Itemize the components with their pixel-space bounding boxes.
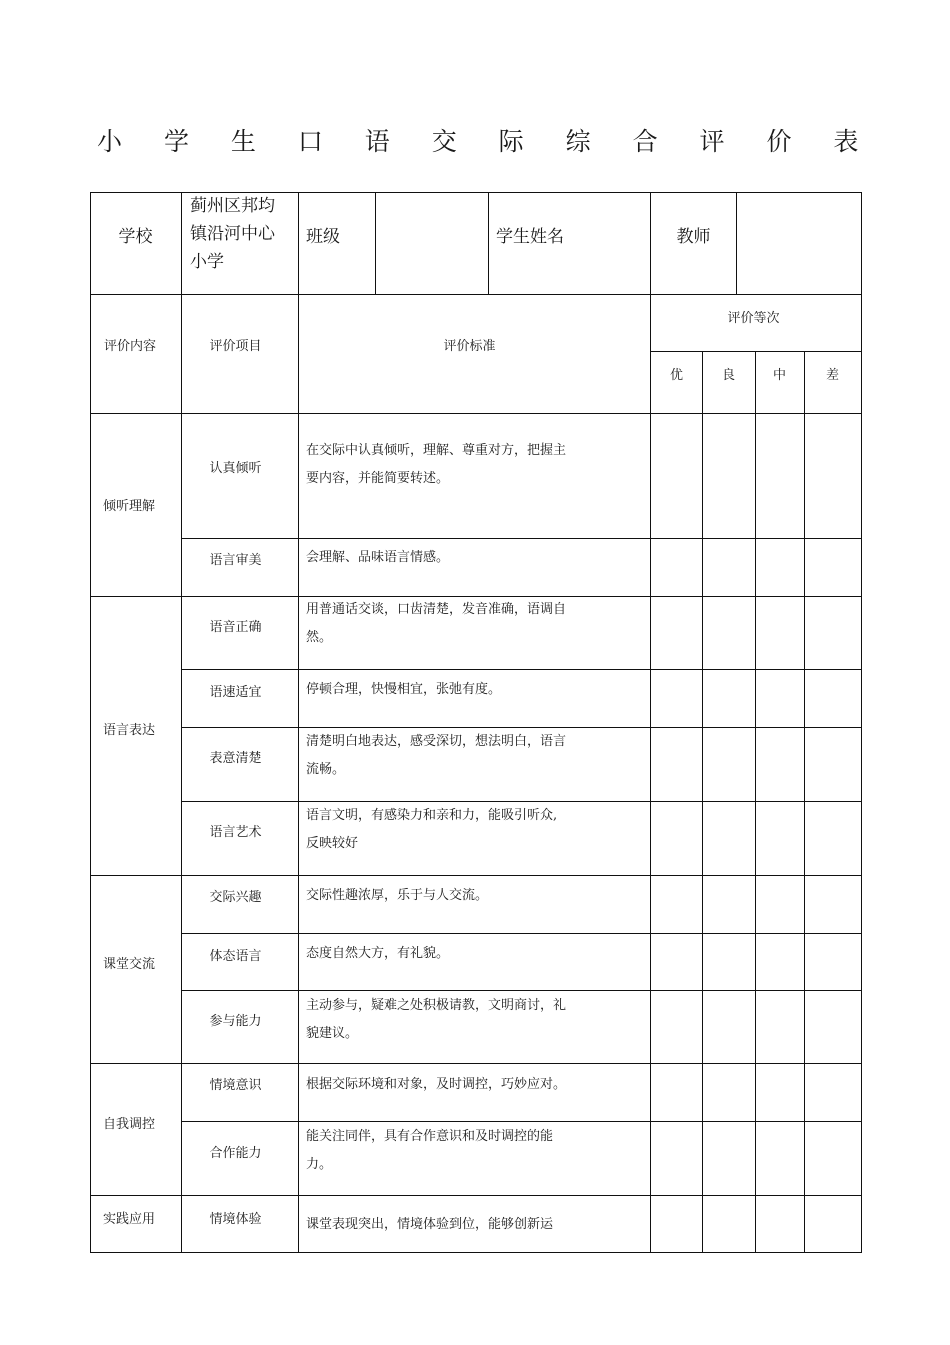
teacher-label: 教师 [676,227,711,247]
group-listening: 倾听理解 [102,499,155,514]
level-excellent: 优 [669,367,683,383]
school-value: 蓟州区邦均 镇沿河中心 小学 [190,196,275,272]
criteria-text: 用普通话交谈，口齿清楚，发音准确，语调自 然。 [306,602,567,645]
group-classroom: 课堂交流 [102,956,155,972]
item-label: 体态语言 [209,948,262,964]
student-name-label: 学生姓名 [496,227,564,247]
item-label: 语音正确 [209,619,262,635]
item-label: 语速适宜 [209,684,262,700]
header-standard: 评价标准 [443,339,496,354]
item-label: 认真倾听 [209,460,262,476]
criteria-text: 停顿合理，快慢相宜，张弛有度。 [306,682,502,697]
item-label: 情境体验 [209,1211,262,1227]
criteria-text: 态度自然大方，有礼貌。 [306,946,450,961]
item-label: 合作能力 [209,1145,262,1161]
criteria-text: 能关注同伴，具有合作意识和及时调控的能 力。 [306,1129,554,1172]
header-content: 评价内容 [103,339,156,354]
group-self-control: 自我调控 [102,1116,155,1132]
group-practice: 实践应用 [102,1211,155,1227]
criteria-text: 交际性趣浓厚，乐于与人交流。 [306,888,489,903]
criteria-text: 在交际中认真倾听，理解、尊重对方，把握主 要内容，并能简要转述。 [306,443,567,486]
criteria-text: 根据交际环境和对象，及时调控，巧妙应对。 [306,1077,567,1092]
level-good: 良 [721,367,735,383]
criteria-text: 会理解、品味语言情感。 [306,550,450,565]
header-grade: 评价等次 [727,310,780,326]
group-expression: 语言表达 [102,722,155,738]
criteria-text: 课堂表现突出，情境体验到位，能够创新运 [306,1217,554,1232]
item-label: 交际兴趣 [209,889,262,905]
level-fair: 中 [772,367,786,383]
page-title: 小 学 生 口 语 交 际 综 合 评 价 表 [97,127,876,156]
item-label: 情境意识 [209,1077,262,1093]
criteria-text: 语言文明，有感染力和亲和力，能吸引听众, 反映较好 [306,808,558,851]
class-value[interactable] [376,192,488,277]
class-label: 班级 [306,227,340,247]
header-item: 评价项目 [209,339,262,354]
item-label: 语言艺术 [209,824,262,840]
evaluation-table [90,192,862,1253]
level-poor: 差 [825,367,839,383]
teacher-value[interactable] [737,192,861,277]
criteria-text: 主动参与，疑难之处积极请教，文明商讨，礼 貌建议。 [306,998,567,1041]
criteria-text: 清楚明白地表达，感受深切，想法明白，语言 流畅。 [306,734,567,777]
school-label: 学校 [118,227,153,247]
item-label: 语言审美 [209,552,262,568]
item-label: 表意清楚 [209,750,262,766]
item-label: 参与能力 [209,1013,262,1029]
